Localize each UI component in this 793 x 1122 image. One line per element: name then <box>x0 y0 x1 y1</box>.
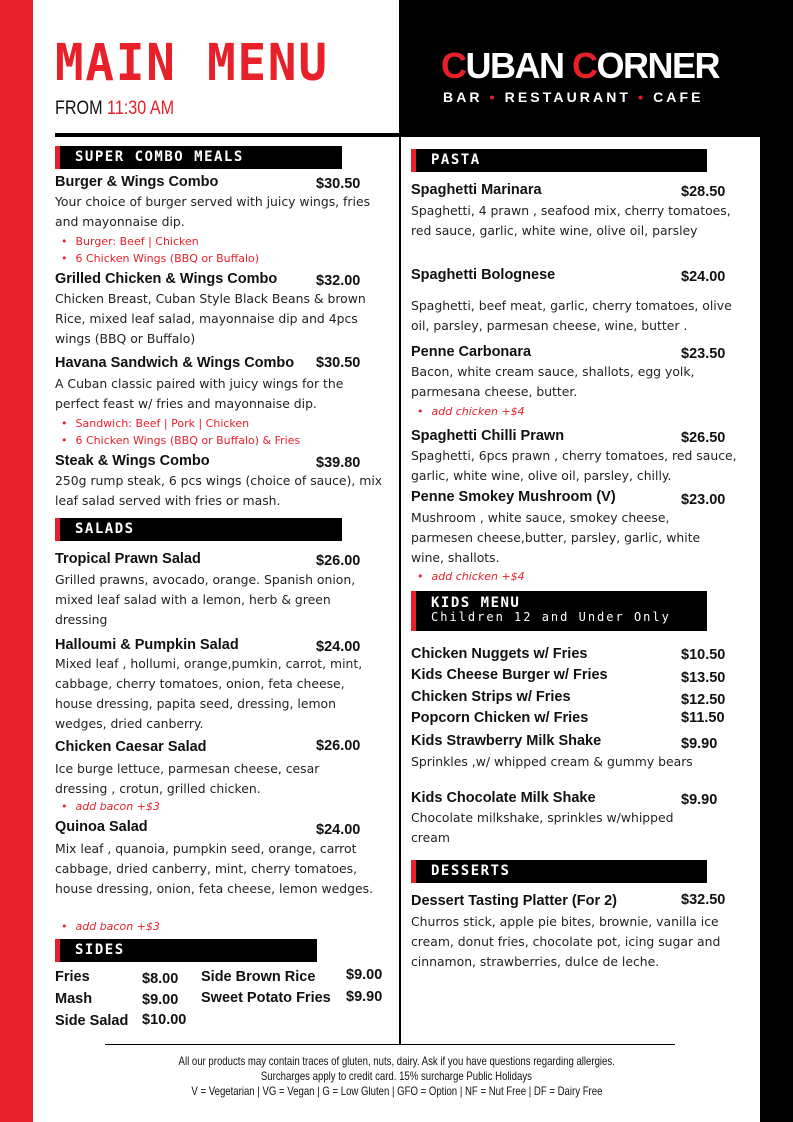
heading-accent <box>55 146 60 169</box>
menu-item-addon: • add chicken +$4 <box>411 406 525 417</box>
dietary-legend <box>0 1085 793 1097</box>
menu-item-price: $32.50 <box>681 892 726 908</box>
opening-time-value: 11:30 AM <box>107 98 175 119</box>
menu-item-option: • Burger: Beef | Chicken <box>55 236 199 247</box>
menu-item-name: Quinoa Salad <box>55 819 148 835</box>
heading-accent <box>55 939 60 962</box>
menu-item-name: Chicken Nuggets w/ Fries <box>411 646 588 662</box>
menu-item-price: $13.50 <box>681 670 726 686</box>
footer-rule <box>105 1044 675 1045</box>
side-item-price: $9.00 <box>346 967 383 983</box>
heading-accent <box>411 149 416 172</box>
section-title: KIDS MENU <box>431 595 521 611</box>
dietary-legend-text: V = Vegetarian | VG = Vegan | G = Low Gluten | GFO = Option | NF = Nut Free | DF = Dairy Free <box>190 1084 603 1098</box>
menu-item-name: Steak & Wings Combo <box>55 453 210 469</box>
menu-item-name: Spaghetti Bolognese <box>411 267 556 283</box>
page-title: MAIN MENU <box>55 34 329 93</box>
menu-item-desc: Ice burge lettuce, parmesan cheese, cesar dressing , crotun, grilled chicken. <box>55 761 320 796</box>
brand-logo <box>441 45 720 86</box>
allergy-notice-text: All our products may contain traces of gluten, nuts, dairy. Ask if you have questions regarding allergies. <box>178 1054 615 1068</box>
side-item-price: $8.00 <box>142 971 179 987</box>
menu-item-price: $12.50 <box>681 692 726 708</box>
menu-item-name: Grilled Chicken & Wings Combo <box>55 271 278 287</box>
menu-item-addon: • add bacon +$3 <box>55 921 160 932</box>
menu-item-price: $24.00 <box>316 822 361 838</box>
menu-item-price: $39.80 <box>316 455 361 471</box>
menu-item-price: $24.00 <box>316 639 361 655</box>
menu-item-desc: Mixed leaf , hollumi, orange,pumkin, carrot, mint, cabbage, cherry tomatoes, onion, feta cheese, house dressing, papita seed, dressing, lemon wedges, dried canberry. <box>55 656 363 731</box>
menu-item-name: Kids Cheese Burger w/ Fries <box>411 667 608 683</box>
menu-item-desc: Spaghetti, 6pcs prawn , cherry tomatoes, red sauce, garlic, white wine, olive oil, parsley, chilly. <box>411 448 737 483</box>
section-title: PASTA <box>431 152 481 168</box>
menu-item-option: • 6 Chicken Wings (BBQ or Buffalo) & Fries <box>55 435 300 446</box>
menu-item-name: Chicken Strips w/ Fries <box>411 689 571 705</box>
heading-accent <box>411 591 416 631</box>
section-heading-pasta <box>411 149 707 172</box>
allergy-notice <box>0 1055 793 1067</box>
menu-item-desc: Spaghetti, beef meat, garlic, cherry tomatoes, olive oil, parsley, parmesan cheese, wine, butter . <box>411 298 732 333</box>
left-red-strip <box>0 0 33 1122</box>
menu-item-name: Kids Strawberry Milk Shake <box>411 733 602 749</box>
section-title: SALADS <box>75 521 135 537</box>
brand-word-1: UBAN <box>465 45 572 86</box>
section-title: DESSERTS <box>431 863 511 879</box>
side-item-name: Mash <box>55 991 93 1007</box>
menu-item-price: $26.50 <box>681 430 726 446</box>
side-item-name: Fries <box>55 969 90 985</box>
tagline-dot: • <box>489 89 498 105</box>
menu-item-desc: Chocolate milkshake, sprinkles w/whipped cream <box>411 810 674 845</box>
menu-item-price: $30.50 <box>316 176 361 192</box>
menu-item-price: $32.00 <box>316 273 361 289</box>
right-black-strip <box>760 0 793 1122</box>
section-heading-salads <box>55 518 342 541</box>
section-title: SIDES <box>75 942 125 958</box>
menu-item-name: Spaghetti Chilli Prawn <box>411 428 565 444</box>
menu-item-name: Penne Smokey Mushroom (V) <box>411 489 616 505</box>
menu-item-name: Popcorn Chicken w/ Fries <box>411 710 589 726</box>
menu-item-name: Havana Sandwich & Wings Combo <box>55 355 295 371</box>
menu-item-price: $26.00 <box>316 553 361 569</box>
menu-item-price: $30.50 <box>316 355 361 371</box>
menu-item-desc: Bacon, white cream sauce, shallots, egg yolk, parmesana cheese, butter. <box>411 364 695 399</box>
menu-item-price: $24.00 <box>681 269 726 285</box>
brand-tagline <box>443 90 704 104</box>
menu-item-price: $23.00 <box>681 492 726 508</box>
surcharge-notice <box>0 1070 793 1082</box>
brand-letter-c2: C <box>572 45 597 86</box>
header-rule <box>55 133 400 137</box>
menu-item-name: Halloumi & Pumpkin Salad <box>55 637 239 653</box>
menu-item-desc: Mushroom , white sauce, smokey cheese, parmesen cheese,butter, parsley, garlic, white wine, shallots. <box>411 510 701 565</box>
menu-item-desc: Spaghetti, 4 prawn , seafood mix, cherry tomatoes, red sauce, garlic, white wine, olive oil, parsley <box>411 203 731 238</box>
menu-item-desc: Churros stick, apple pie bites, brownie, vanilla ice cream, donut fries, chocolate pot, icing sugar and cinnamon, strawberries, dulce de leche. <box>411 914 721 969</box>
menu-item-name: Penne Carbonara <box>411 344 532 360</box>
menu-item-desc: Sprinkles ,w/ whipped cream & gummy bears <box>411 754 693 769</box>
section-heading-kids <box>411 591 707 631</box>
menu-item-addon: • add chicken +$4 <box>411 571 525 582</box>
menu-item-option: • 6 Chicken Wings (BBQ or Buffalo) <box>55 253 259 264</box>
side-item-price: $9.90 <box>346 989 383 1005</box>
side-item-price: $10.00 <box>142 1012 187 1028</box>
side-item-price: $9.00 <box>142 992 179 1008</box>
menu-item-price: $26.00 <box>316 738 361 754</box>
tagline-bar: BAR <box>443 89 483 105</box>
menu-item-price: $11.50 <box>681 710 725 726</box>
menu-item-price: $28.50 <box>681 184 726 200</box>
menu-item-desc: A Cuban classic paired with juicy wings for the perfect feast w/ fries and mayonnaise dip. <box>55 376 344 411</box>
tagline-cafe: CAFE <box>653 89 704 105</box>
heading-accent <box>411 860 416 883</box>
menu-item-desc: Grilled prawns, avocado, orange. Spanish onion, mixed leaf salad with a lemon, herb & green dressing <box>55 572 356 627</box>
menu-item-name: Dessert Tasting Platter (For 2) <box>411 893 618 909</box>
section-subtitle: Children 12 and Under Only <box>431 610 671 624</box>
menu-item-desc: Mix leaf , quanoia, pumpkin seed, orange, carrot cabbage, dried canberry, mint, cherry tomatoes, house dressing, onion, feta cheese, lemon wedges. <box>55 841 374 896</box>
menu-item-option: • Sandwich: Beef | Pork | Chicken <box>55 418 249 429</box>
menu-item-desc: Chicken Breast, Cuban Style Black Beans & brown Rice, mixed leaf salad, mayonnaise dip and 4pcs wings (BBQ or Buffalo) <box>55 291 366 346</box>
section-heading-sides <box>55 939 317 962</box>
menu-item-name: Tropical Prawn Salad <box>55 551 201 567</box>
section-title: SUPER COMBO MEALS <box>75 149 244 165</box>
tagline-restaurant: RESTAURANT <box>504 89 632 105</box>
menu-item-price: $9.90 <box>681 736 718 752</box>
opening-time <box>55 99 174 118</box>
heading-accent <box>55 518 60 541</box>
tagline-dot: • <box>638 89 647 105</box>
menu-item-price: $9.90 <box>681 792 718 808</box>
opening-prefix: FROM <box>55 98 108 119</box>
section-heading-combo <box>55 146 342 169</box>
menu-item-desc: 250g rump steak, 6 pcs wings (choice of sauce), mix leaf salad served with fries or mash. <box>55 473 383 508</box>
side-item-name: Sweet Potato Fries <box>201 990 331 1006</box>
menu-item-name: Chicken Caesar Salad <box>55 739 207 755</box>
column-divider <box>399 137 401 1045</box>
surcharge-notice-text: Surcharges apply to credit card. 15% surcharge Public Holidays <box>260 1069 533 1083</box>
menu-item-addon: • add bacon +$3 <box>55 801 160 812</box>
menu-item-name: Kids Chocolate Milk Shake <box>411 790 596 806</box>
menu-item-price: $23.50 <box>681 346 726 362</box>
brand-letter-c1: C <box>441 45 466 86</box>
side-item-name: Side Salad <box>55 1013 129 1029</box>
section-heading-desserts <box>411 860 707 883</box>
brand-word-2: ORNER <box>596 45 720 86</box>
menu-item-desc: Your choice of burger served with juicy wings, fries and mayonnaise dip. <box>55 194 371 229</box>
menu-item-name: Spaghetti Marinara <box>411 182 542 198</box>
side-item-name: Side Brown Rice <box>201 969 316 985</box>
menu-item-price: $10.50 <box>681 647 726 663</box>
menu-item-name: Burger & Wings Combo <box>55 174 219 190</box>
